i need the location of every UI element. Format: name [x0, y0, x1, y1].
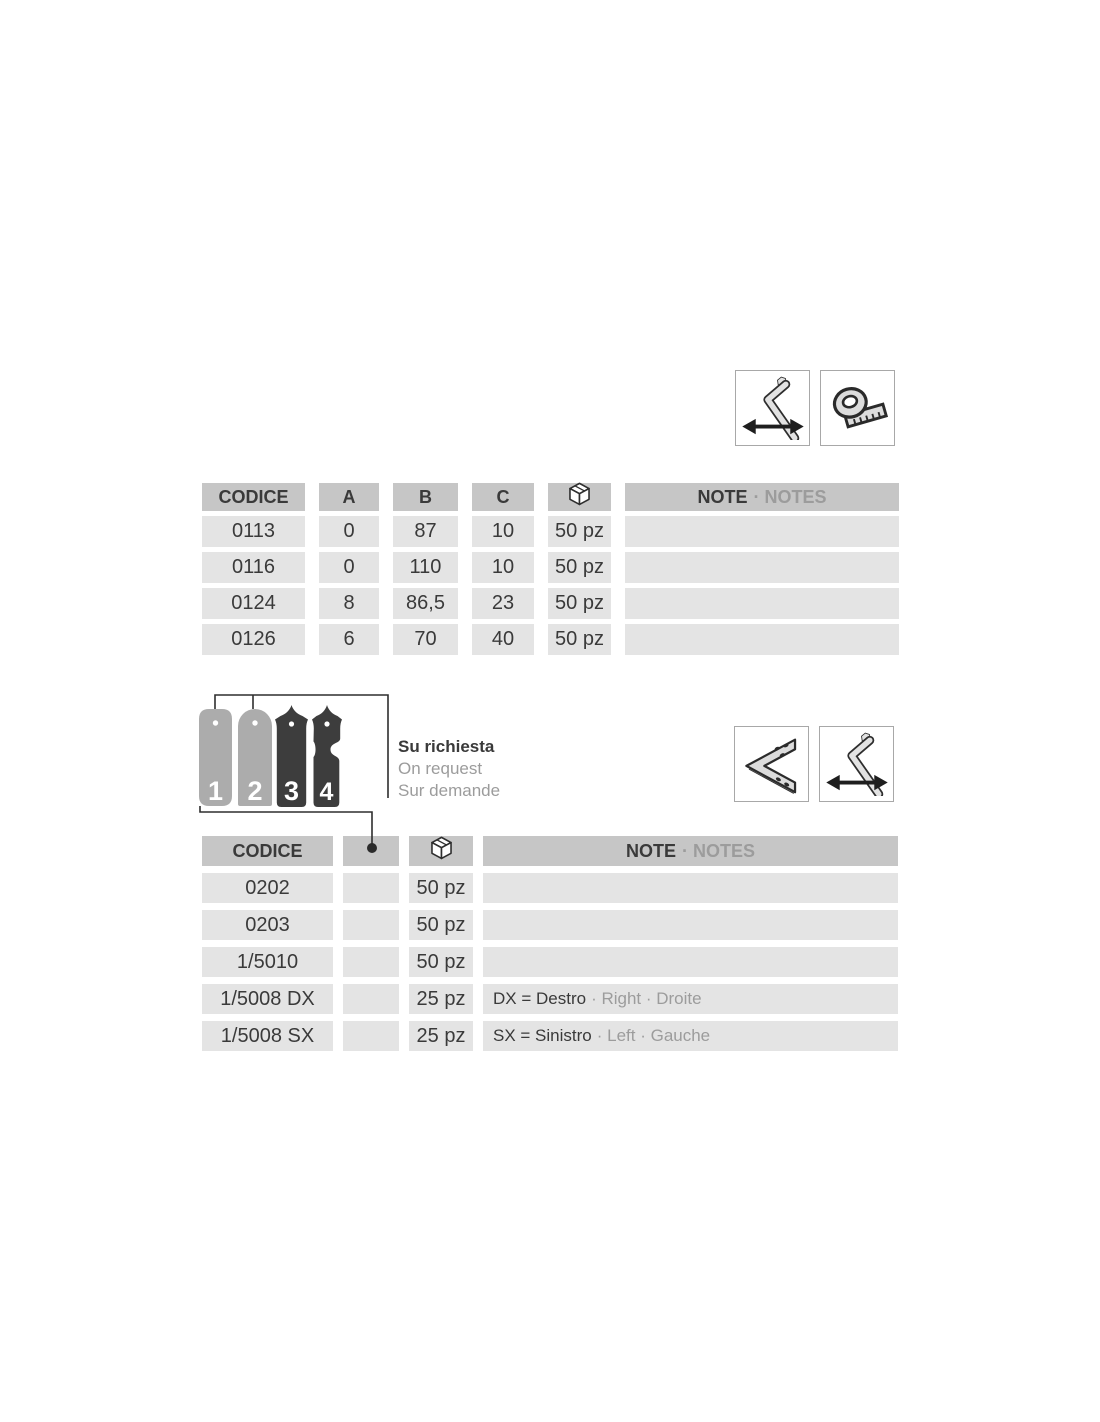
key-variant-4: [312, 705, 342, 807]
table-cell-codice: 0113: [202, 516, 305, 547]
product-feature-icons-middle: [734, 726, 894, 802]
table-cell-c: 40: [472, 624, 534, 655]
svg-text:2: 2: [247, 776, 263, 806]
table-cell-c: 10: [472, 552, 534, 583]
table-cell-dot: [343, 984, 399, 1014]
allen-key-arrow-icon: [819, 726, 894, 802]
table-cell-dot: [343, 910, 399, 940]
col-header-packaging: [548, 483, 611, 511]
col-header-c: C: [472, 483, 534, 511]
table-cell-note: [483, 947, 898, 977]
table-cell-b: 87: [393, 516, 458, 547]
availability-caption: [398, 736, 500, 802]
product-variants-figure: [199, 705, 346, 807]
svg-text:3: 3: [283, 776, 300, 806]
table-cell-dot: [343, 1021, 399, 1051]
tape-measure-icon: [820, 370, 895, 446]
notes-label: · NOTES: [682, 840, 756, 861]
table-cell-dot: [343, 947, 399, 977]
col-header-codice: CODICE: [202, 836, 333, 866]
table-cell-note: [625, 624, 899, 655]
table-cell-qty: 50 pz: [548, 552, 611, 583]
key-variant-2: [238, 709, 272, 806]
svg-text:4: 4: [319, 778, 334, 806]
table-cell-codice: 1/5008 DX: [202, 984, 333, 1014]
svg-text:1: 1: [207, 776, 224, 806]
allen-key-arrow-icon: [735, 370, 810, 446]
col-header-codice: CODICE: [202, 483, 305, 511]
table-cell-codice: 0126: [202, 624, 305, 655]
table-cell-dot: [343, 873, 399, 903]
table-cell-qty: 50 pz: [548, 516, 611, 547]
table-cell-codice: 0124: [202, 588, 305, 619]
col-header-a: A: [319, 483, 379, 511]
table-cell-qty: 25 pz: [409, 1021, 473, 1051]
col-header-packaging: [409, 836, 473, 866]
table-cell-qty: 25 pz: [409, 984, 473, 1014]
table-cell-note: [483, 910, 898, 940]
table-cell-codice: 0203: [202, 910, 333, 940]
table-cell-qty: 50 pz: [409, 873, 473, 903]
key-variant-1: [199, 709, 232, 806]
table-cell-c: 10: [472, 516, 534, 547]
table-cell-qty: 50 pz: [548, 588, 611, 619]
dimensions-table: [202, 483, 899, 655]
table-cell-note: SX = Sinistro · Left · Gauche: [483, 1021, 898, 1051]
table-cell-b: 110: [393, 552, 458, 583]
product-feature-icons-top: [735, 370, 895, 446]
table-cell-c: 23: [472, 588, 534, 619]
table-cell-qty: 50 pz: [409, 910, 473, 940]
package-icon: [428, 835, 455, 867]
codes-table: [202, 836, 898, 1051]
notes-label: · NOTES: [753, 486, 827, 507]
table-cell-note: [483, 873, 898, 903]
caption-italian: Su richiesta: [398, 737, 495, 756]
caption-english: On request: [398, 759, 483, 778]
col-header-note: [483, 836, 898, 866]
table-cell-codice: 1/5008 SX: [202, 1021, 333, 1051]
key-variant-3: [275, 705, 308, 807]
col-header-note: [625, 483, 899, 511]
table-cell-qty: 50 pz: [548, 624, 611, 655]
table-cell-note: [625, 516, 899, 547]
table-cell-codice: 0202: [202, 873, 333, 903]
table-cell-codice: 0116: [202, 552, 305, 583]
dot-column-header: [343, 836, 399, 866]
table-cell-b: 70: [393, 624, 458, 655]
package-icon: [566, 481, 593, 513]
note-label: NOTE: [697, 486, 748, 507]
table-cell-codice: 1/5010: [202, 947, 333, 977]
table-cell-note: [625, 588, 899, 619]
table-cell-b: 86,5: [393, 588, 458, 619]
corner-bracket-icon: [734, 726, 809, 802]
table-cell-a: 6: [319, 624, 379, 655]
table-cell-a: 0: [319, 516, 379, 547]
note-label: NOTE: [625, 840, 676, 861]
table-cell-note: [625, 552, 899, 583]
col-header-b: B: [393, 483, 458, 511]
table-cell-qty: 50 pz: [409, 947, 473, 977]
caption-french: Sur demande: [398, 781, 501, 800]
table-cell-a: 8: [319, 588, 379, 619]
table-cell-note: DX = Destro · Right · Droite: [483, 984, 898, 1014]
table-cell-a: 0: [319, 552, 379, 583]
